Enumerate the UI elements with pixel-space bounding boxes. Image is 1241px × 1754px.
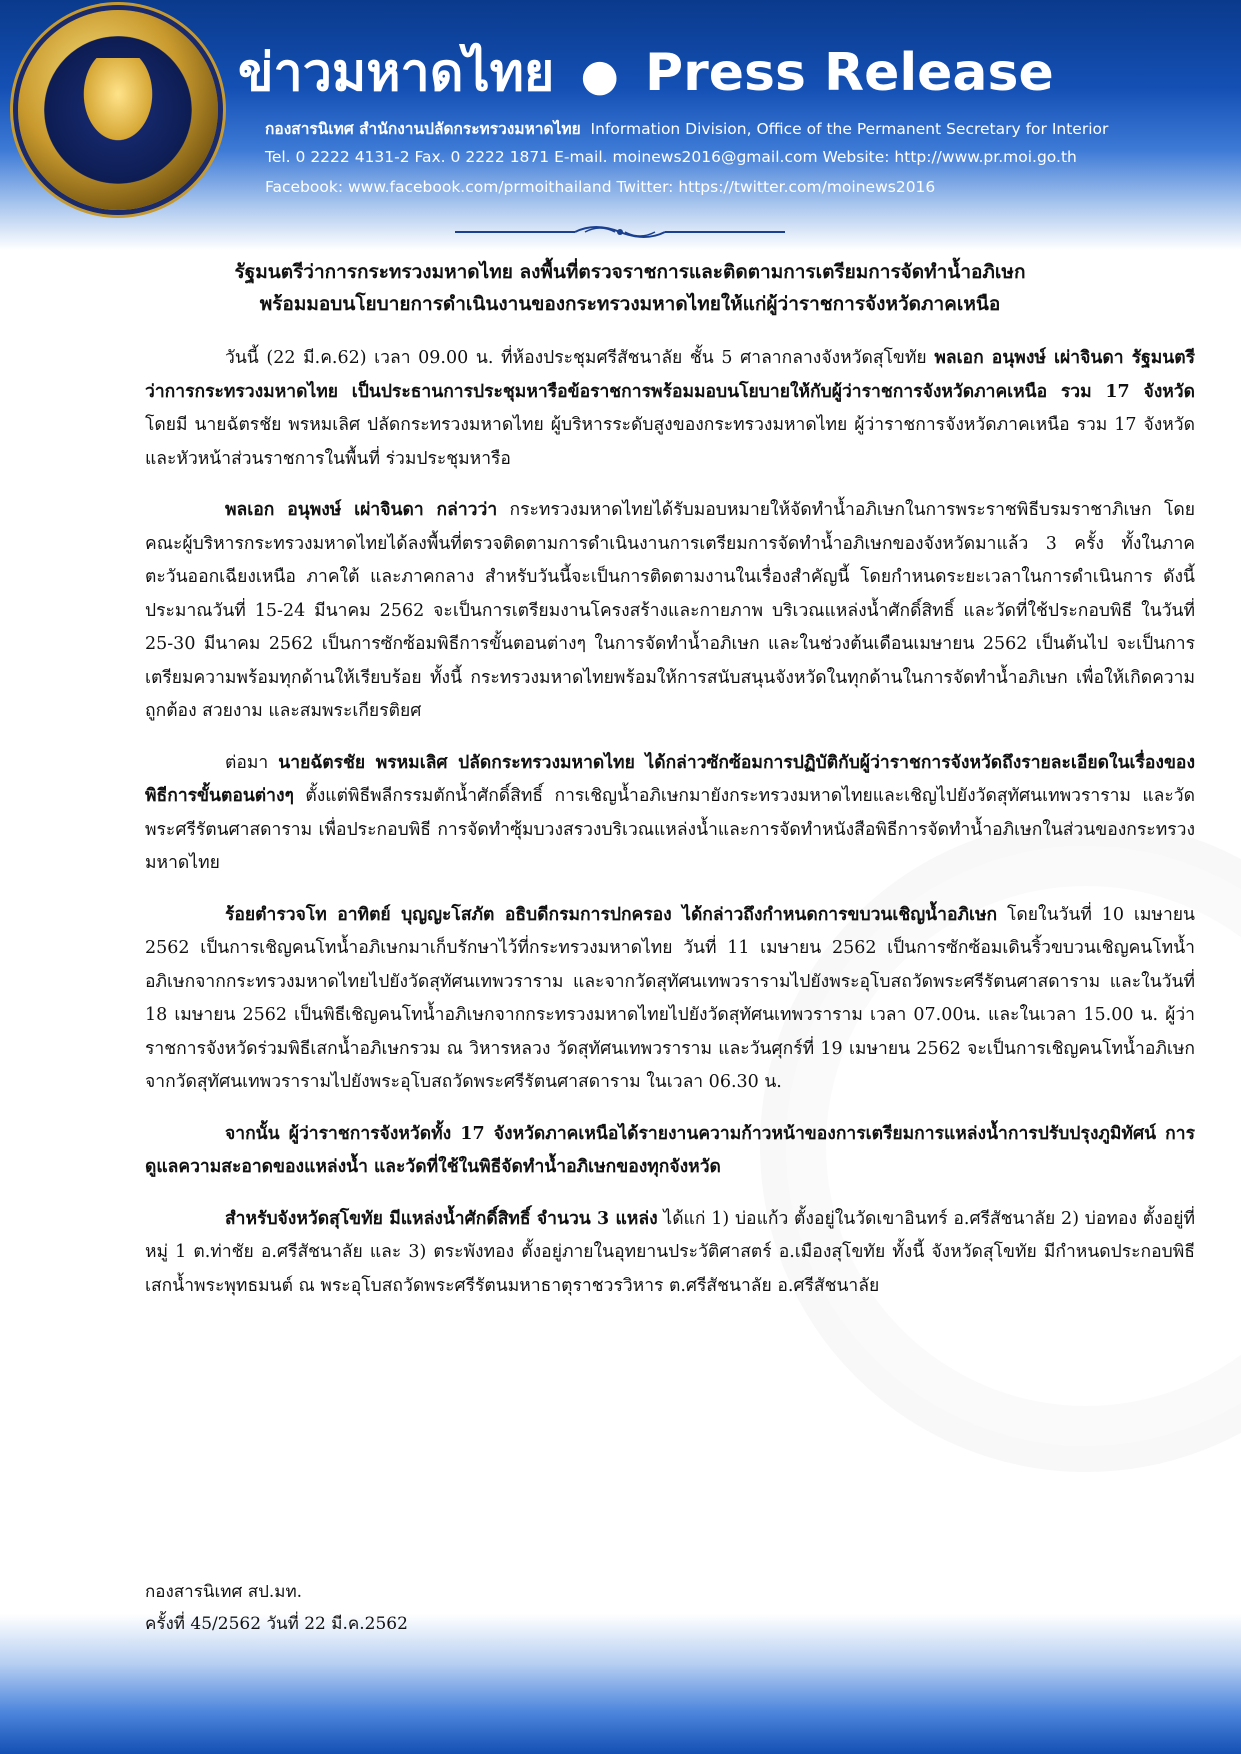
social-line: Facebook: www.facebook.com/prmoithailand Twitter: https://twitter.com/moinews2016 [265, 178, 936, 196]
signoff-division: กองสารนิเทศ สป.มท. [145, 1582, 303, 1602]
p4-text: โดยในวันที่ 10 เมษายน 2562 เป็นการเชิญคนโทน้ำอภิเษกมาเก็บรักษาไว้ที่กระทรวงมหาดไทย วันที่ 11 เมษายน 2562 เป็นการซักซ้อมเดินริ้วขบวนเชิญคนโทน้ำอภิเษกจากกระทรวงมหาดไทยไปยังวัดสุทัศนเทพวราราม และจากวัดสุทัศนเทพวรารามไปยังพระอุโบสถวัดพระศรีรัตนศาสดาราม และในวันที่ 18 เมษายน 2562 เป็นพิธีเชิญคนโทน้ำอภิเษกจากกระทรวงมหาดไทยไปยังวัดสุทัศนเทพวราราม เวลา 07.00น. และในเวลา 15.00 น. ผู้ว่าราชการจังหวัดร่วมพิธีเสกน้ำอภิเษกรวม ณ วิหารหลวง วัดสุทัศนเทพวราราม และวันศุกร์ที่ 19 เมษายน 2562 จะเป็นการเชิญคนโทน้ำอภิเษกจากวัดสุทัศนเทพวรารามไปยังพระอุโบสถวัดพระศรีรัตนศาสดาราม ในเวลา 06.30 น. [145, 904, 1195, 1092]
headline-line-1: รัฐมนตรีว่าการกระทรวงมหาดไทย ลงพื้นที่ตรวจราชการและติดตามการเตรียมการจัดทำน้ำอภิเษก [234, 261, 1026, 283]
p3-text: ต่อมา [225, 752, 279, 773]
signoff-block [145, 1576, 408, 1640]
p6-bold: สำหรับจังหวัดสุโขทัย มีแหล่งน้ำศักดิ์สิทธิ์ จำนวน 3 แหล่ง [225, 1208, 658, 1229]
p6-text: ได้แก่ 1) บ่อแก้ว ตั้งอยู่ในวัดเขาอินทร์ อ.ศรีสัชนาลัย 2) บ่อทอง ตั้งอยู่ที่หมู่ 1 ต.ท่าชัย อ.ศรีสัชนาลัย และ 3) ตระพังทอง ตั้งอยู่ภายในอุทยานประวัติศาสตร์ อ.เมืองสุโขทัย ทั้งนี้ จังหวัดสุโขทัย มีกำหนดประกอบพิธีเสกน้ำพระพุทธมนต์ ณ พระอุโบสถวัดพระศรีรัตนมหาธาตุราชวรวิหาร ต.ศรีสัชนาลัย อ.ศรีสัชนาลัย [145, 1208, 1195, 1296]
paragraph-1 [145, 342, 1195, 476]
p2-bold: พลเอก อนุพงษ์ เผ่าจินดา กล่าวว่า [225, 500, 498, 520]
p1-text-2: โดยมี นายฉัตรชัย พรหมเลิศ ปลัดกระทรวงมหาดไทย ผู้บริหารระดับสูงของกระทรวงมหาดไทย ผู้ว่าราชการจังหวัดภาคเหนือ รวม 17 จังหวัด และหัวหน้าส่วนราชการในพื้นที่ ร่วมประชุมหารือ [145, 415, 1195, 469]
p5-bold: จากนั้น ผู้ว่าราชการจังหวัดทั้ง 17 จังหวัดภาคเหนือได้รายงานความก้าวหน้าของการเตรียมการแหล่งน้ำการปรับปรุงภูมิทัศน์ การดูแลความสะอาดของแหล่งน้ำ และวัดที่ใช้ในพิธีจัดทำน้ำอภิเษกของทุกจังหวัด [145, 1123, 1195, 1177]
paragraph-3 [145, 747, 1195, 881]
contact-line: Tel. 0 2222 4131-2 Fax. 0 2222 1871 E-mail. moinews2016@gmail.com Website: http://www.pr.moi.go.th [265, 148, 1077, 166]
headline-line-2: พร้อมมอบนโยบายการดำเนินงานของกระทรวงมหาดไทยให้แก่ผู้ว่าราชการจังหวัดภาคเหนือ [259, 293, 1001, 315]
divider-ornament [455, 222, 785, 242]
p4-bold: ร้อยตำรวจโท อาทิตย์ บุญญะโสภัต อธิบดีกรมการปกครอง ได้กล่าวถึงกำหนดการขบวนเชิญน้ำอภิเษก [225, 904, 998, 925]
paragraph-5 [145, 1118, 1195, 1185]
paragraph-2 [145, 494, 1195, 729]
p3-text-2: ตั้งแต่พิธีพลีกรรมตักน้ำศักดิ์สิทธิ์ การเชิญน้ำอภิเษกมายังกระทรวงมหาดไทยและเชิญไปยังวัดสุทัศนเทพวราราม และวัดพระศรีรัตนศาสดาราม เพื่อประกอบพิธี การจัดทำซุ้มบวงสรวงบริเวณแหล่งน้ำและการจัดทำหนังสือพิธีการจัดทำน้ำอภิเษกในส่วนของกระทรวงมหาดไทย [145, 786, 1195, 873]
article-body [145, 342, 1195, 1321]
masthead-bullet: ● [580, 50, 619, 101]
ministry-seal-logo [18, 10, 218, 210]
p1-bold: พลเอก อนุพงษ์ เผ่าจินดา รัฐมนตรีว่าการกระทรวงมหาดไทย เป็นประธานการประชุมหารือข้อราชการพร้อมมอบนโยบายให้กับผู้ว่าราชการจังหวัดภาคเหนือ รวม 17 จังหวัด [145, 348, 1195, 402]
p3-bold: นายฉัตรชัย พรหมเลิศ ปลัดกระทรวงมหาดไทย ได้กล่าวซักซ้อมการปฏิบัติกับผู้ว่าราชการจังหวัดถึงรายละเอียดในเรื่องของพิธีการขั้นตอนต่างๆ [145, 752, 1195, 806]
org-line [265, 116, 1108, 141]
p1-text: วันนี้ (22 มี.ค.62) เวลา 09.00 น. ที่ห้องประชุมศรีสัชนาลัย ชั้น 5 ศาลากลางจังหวัดสุโขทัย [225, 348, 935, 368]
org-line-thai: กองสารนิเทศ สำนักงานปลัดกระทรวงมหาดไทย [265, 120, 581, 138]
masthead-title [238, 38, 1054, 111]
masthead-title-en: Press Release [645, 43, 1054, 103]
seal-lion-figure [78, 58, 158, 148]
signoff-issue-date: ครั้งที่ 45/2562 วันที่ 22 มี.ค.2562 [145, 1614, 408, 1634]
paragraph-6 [145, 1203, 1195, 1304]
news-headline [130, 256, 1130, 320]
paragraph-4 [145, 899, 1195, 1100]
org-line-en: Information Division, Office of the Permanent Secretary for Interior [590, 120, 1109, 138]
masthead-title-thai: ข่าวมหาดไทย [238, 43, 555, 103]
p2-text: กระทรวงมหาดไทยได้รับมอบหมายให้จัดทำน้ำอภิเษกในการพระราชพิธีบรมราชาภิเษก โดยคณะผู้บริหารกระทรวงมหาดไทยได้ลงพื้นที่ตรวจติดตามการดำเนินงานการเตรียมการจัดทำน้ำอภิเษกของจังหวัดมาแล้ว 3 ครั้ง ทั้งในภาคตะวันออกเฉียงเหนือ ภาคใต้ และภาคกลาง สำหรับวันนี้จะเป็นการติดตามงานในเรื่องสำคัญนี้ โดยกำหนดระยะเวลาในการดำเนินการ ดังนี้ ประมาณวันที่ 15-24 มีนาคม 2562 จะเป็นการเตรียมงานโครงสร้างและกายภาพ บริเวณแหล่งน้ำศักดิ์สิทธิ์ และวัดที่ใช้ประกอบพิธี ในวันที่ 25-30 มีนาคม 2562 เป็นการซักซ้อมพิธีการขั้นตอนต่างๆ ในการจัดทำน้ำอภิเษก และในช่วงต้นเดือนเมษายน 2562 เป็นต้นไป จะเป็นการเตรียมความพร้อมทุกด้านให้เรียบร้อย ทั้งนี้ กระทรวงมหาดไทยพร้อมให้การสนับสนุนจังหวัดในทุกด้านในการจัดทำน้ำอภิเษก เพื่อให้เกิดความถูกต้อง สวยงาม และสมพระเกียรติยศ [145, 500, 1196, 721]
